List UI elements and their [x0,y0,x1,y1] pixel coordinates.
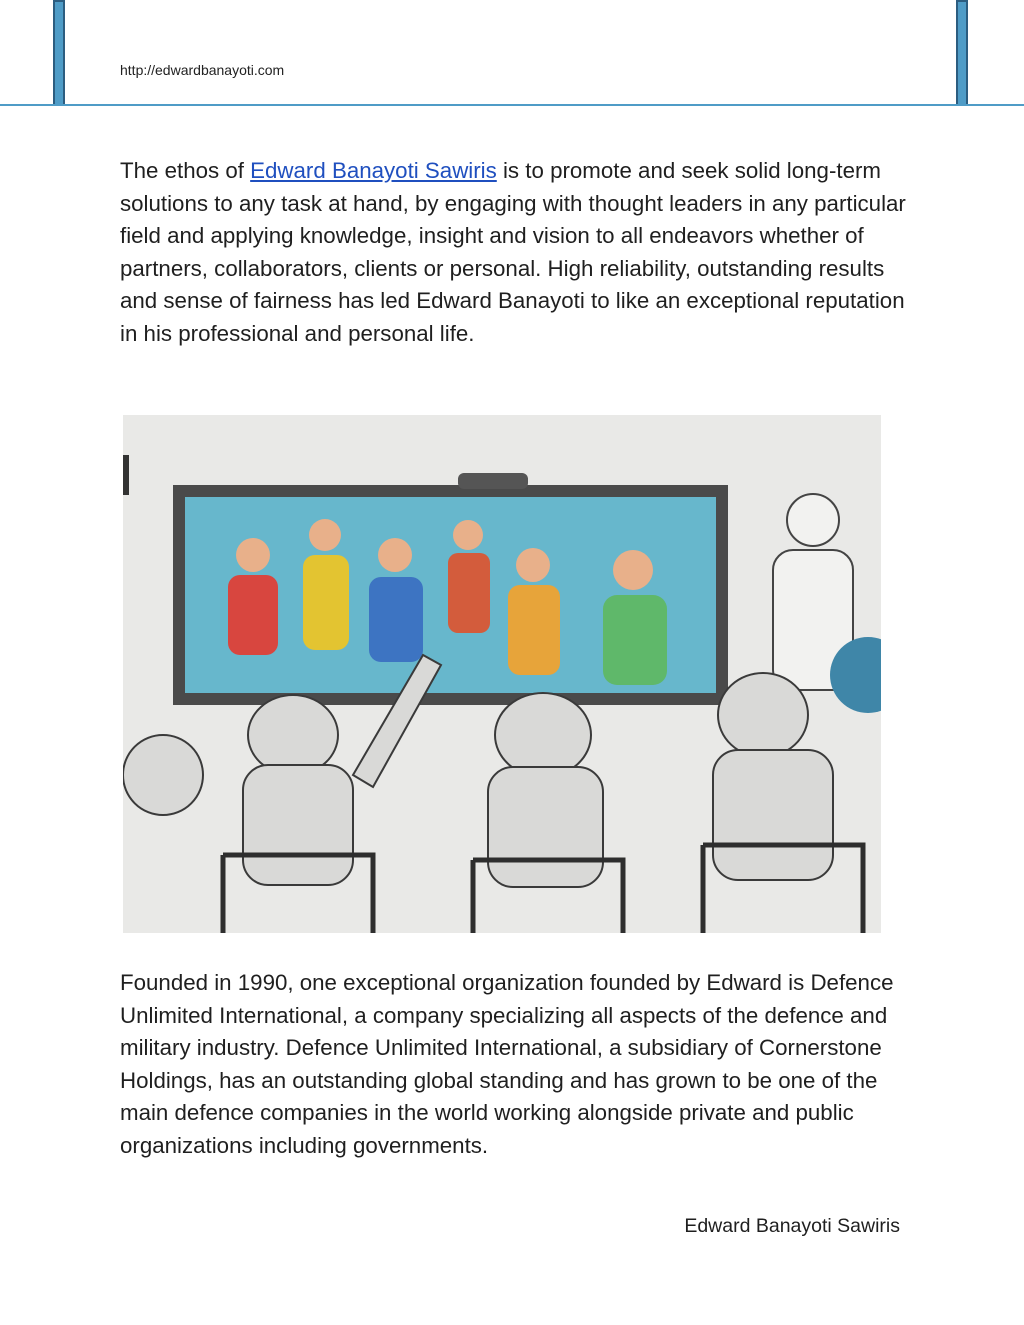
header-divider [0,104,1024,106]
classroom-illustration-icon [123,415,881,933]
intro-paragraph [120,155,910,351]
header-url: http://edwardbanayoti.com [120,62,285,78]
edward-sawiris-link[interactable]: Edward Banayoti Sawiris [250,158,497,183]
header-right-bar [956,0,968,106]
footer-author-name: Edward Banayoti Sawiris [684,1215,900,1237]
header-left-bar [53,0,65,106]
company-paragraph: Founded in 1990, one exceptional organization founded by Edward is Defence Unlimited International, a company specializing all aspects of the defence and military industry. Defence Unlimited International, a subsidiary of Cornerstone Holdings, has an outstanding global standing and has grown to be one of the main defence companies in the world working alongside private and public organizations including governments. [120,970,894,1158]
intro-text-after: is to promote and seek solid long-term solutions to any task at hand, by engaging with thought leaders in any particular field and applying knowledge, insight and vision to all endeavors whether of partners, collaborators, clients or personal. High reliability, outstanding results and sense of fairness has led Edward Banayoti to like an exceptional reputation in his professional and personal life. [120,158,906,346]
intro-text-before: The ethos of [120,158,251,183]
